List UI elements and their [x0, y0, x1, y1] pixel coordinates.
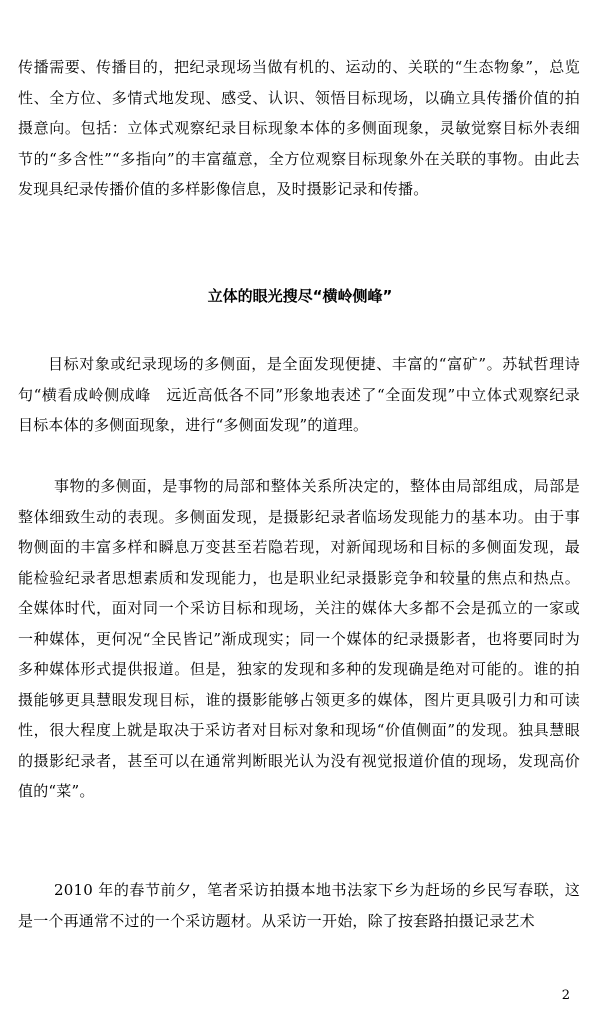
body-paragraph-3: 事物的多侧面，是事物的局部和整体关系所决定的，整体由局部组成，局部是整体细致生动的表现。多侧面发现，是摄影纪录者临场发现能力的基本功。由于事物侧面的丰富多样和瞬息万变甚至若隐若现，对新闻现场和目标的多侧面发现，最能检验纪录者思想素质和发现能力，也是职业纪录摄影竞争和较量的焦点和热点。全媒体时代，面对同一个采访目标和现场，关注的媒体大多都不会是孤立的一家或一种媒体，更何况“全民皆记”渐成现实；同一个媒体的纪录摄影者，也将要同时为多种媒体形式提供报道。但是，独家的发现和多种的发现确是绝对可能的。谁的拍摄能够更具慧眼发现目标，谁的摄影能够占领更多的媒体，图片更具吸引力和可读性，很大程度上就是取决于采访者对目标对象和现场“价值侧面”的发现。独具慧眼的摄影纪录者，甚至可以在通常判断眼光认为没有视觉报道价值的现场，发现高价值的“菜”。 [18, 477, 580, 800]
section-heading: 立体的眼光搜尽“横岭侧峰” [207, 287, 393, 305]
body-paragraph-4: 2010 年的春节前夕，笔者采访拍摄本地书法家下乡为赶场的乡民写春联，这是一个再通常不过的一个采访题材。从采访一开始，除了按套路拍摄记录艺术 [18, 881, 580, 930]
body-paragraph-1: 传播需要、传播目的，把纪录现场当做有机的、运动的、关联的“生态物象”，总览性、全方位、多情式地发现、感受、认识、领悟目标现场，以确立具传播价值的拍摄意向。包括：立体式观察纪录目标现象本体的多侧面现象，灵敏觉察目标外表细节的“多含性”“多指向”的丰富蕴意，全方位观察目标现象外在关联的事物。由此去发现具纪录传播价值的多样影像信息，及时摄影记录和传播。 [18, 58, 580, 198]
page-number: 2 [561, 988, 570, 1003]
body-paragraph-2: 目标对象或纪录现场的多侧面，是全面发现便捷、丰富的“富矿”。苏轼哲理诗句“横看成岭侧成峰 远近高低各不同”形象地表述了“全面发现”中立体式观察纪录目标本体的多侧面现象，进行“多侧面发现”的道理。 [18, 355, 580, 434]
